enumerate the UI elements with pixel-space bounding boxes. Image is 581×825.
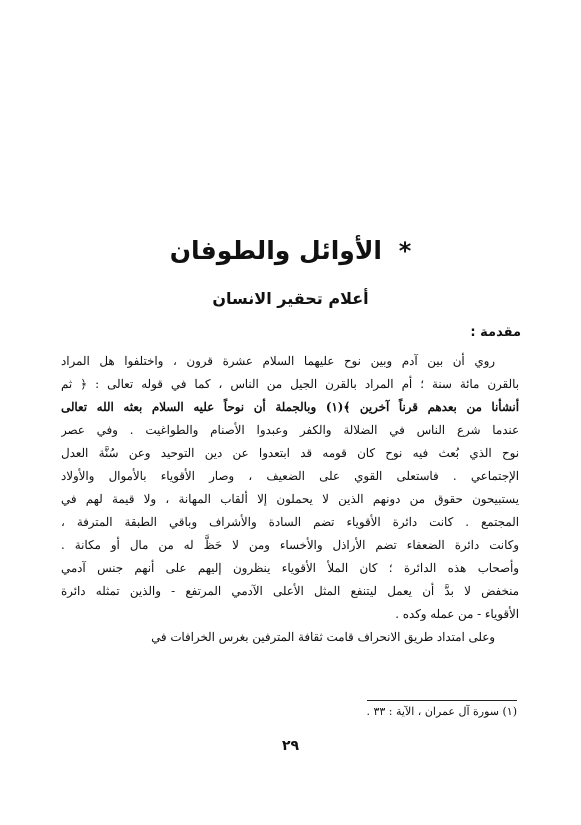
intro-heading: مقدمة : — [470, 325, 521, 340]
footnote-divider — [367, 700, 517, 701]
chapter-subtitle: أعلام تحقير الانسان — [212, 289, 369, 308]
text-line: الأقوياء - من عمله وكده . — [395, 607, 519, 621]
star-icon: * — [398, 237, 412, 265]
text-line: وكانت دائرة الضعفاء تضم الأراذل والأخساء ومن لا حَظَّ له من مال أو مكانة . — [61, 538, 519, 552]
footnote: (١) سورة آل عمران ، الآية : ٣٣ . — [366, 705, 517, 718]
body-text — [61, 350, 519, 649]
text-line: منخفض لا بدَّ أن يعمل ليتنفع المثل الأعلى الآدمي المرتفع - والذين تمثله دائرة — [61, 584, 519, 598]
text-line: يستبيحون حقوق من دونهم الذين لا يحملون إلا ألقاب المهانة ، ولا قيمة لهم في — [61, 492, 519, 506]
chapter-title-text: الأوائل والطوفان — [169, 236, 383, 265]
text-line: نوح الذي بُعث فيه نوح كان قومه قد ابتعدوا عن دين التوحيد وعن سُنَّة العدل — [61, 446, 519, 460]
text-line: الإجتماعي . فاستعلى القوي على الضعيف ، وصار الأقوياء بالأموال والأولاد — [61, 469, 519, 483]
chapter-title — [0, 236, 581, 265]
text-line: وأصحاب هذه الدائرة ؛ كان الملأ الأقوياء ينظرون إليهم على أنهم جنس آدمي — [61, 561, 519, 575]
text-line: المجتمع . كانت دائرة الأقوياء تضم السادة والأشراف وباقي الطبقة المترفة ، — [61, 515, 519, 529]
text-line: بالقرن مائة سنة ؛ أم المراد بالقرن الجيل من الناس ، كما في قوله تعالى : ﴿ ثم — [61, 377, 519, 391]
text-line: أنشأنا من بعدهم قرناً آخرين ﴾(١) وبالجملة أن نوحاً عليه السلام بعثه الله تعالى — [61, 400, 519, 414]
page-number: ٢٩ — [281, 738, 300, 754]
text-line: عندما شرع الناس في الضلالة والكفر وعبدوا الأصنام والطواغيت . وفي عصر — [61, 423, 519, 437]
text-line: روي أن بين آدم وبين نوح عليهما السلام عشرة قرون ، واختلفوا هل المراد — [61, 354, 495, 368]
text-line: وعلى امتداد طريق الانحراف قامت ثقافة المترفين بغرس الخرافات في — [151, 630, 495, 644]
